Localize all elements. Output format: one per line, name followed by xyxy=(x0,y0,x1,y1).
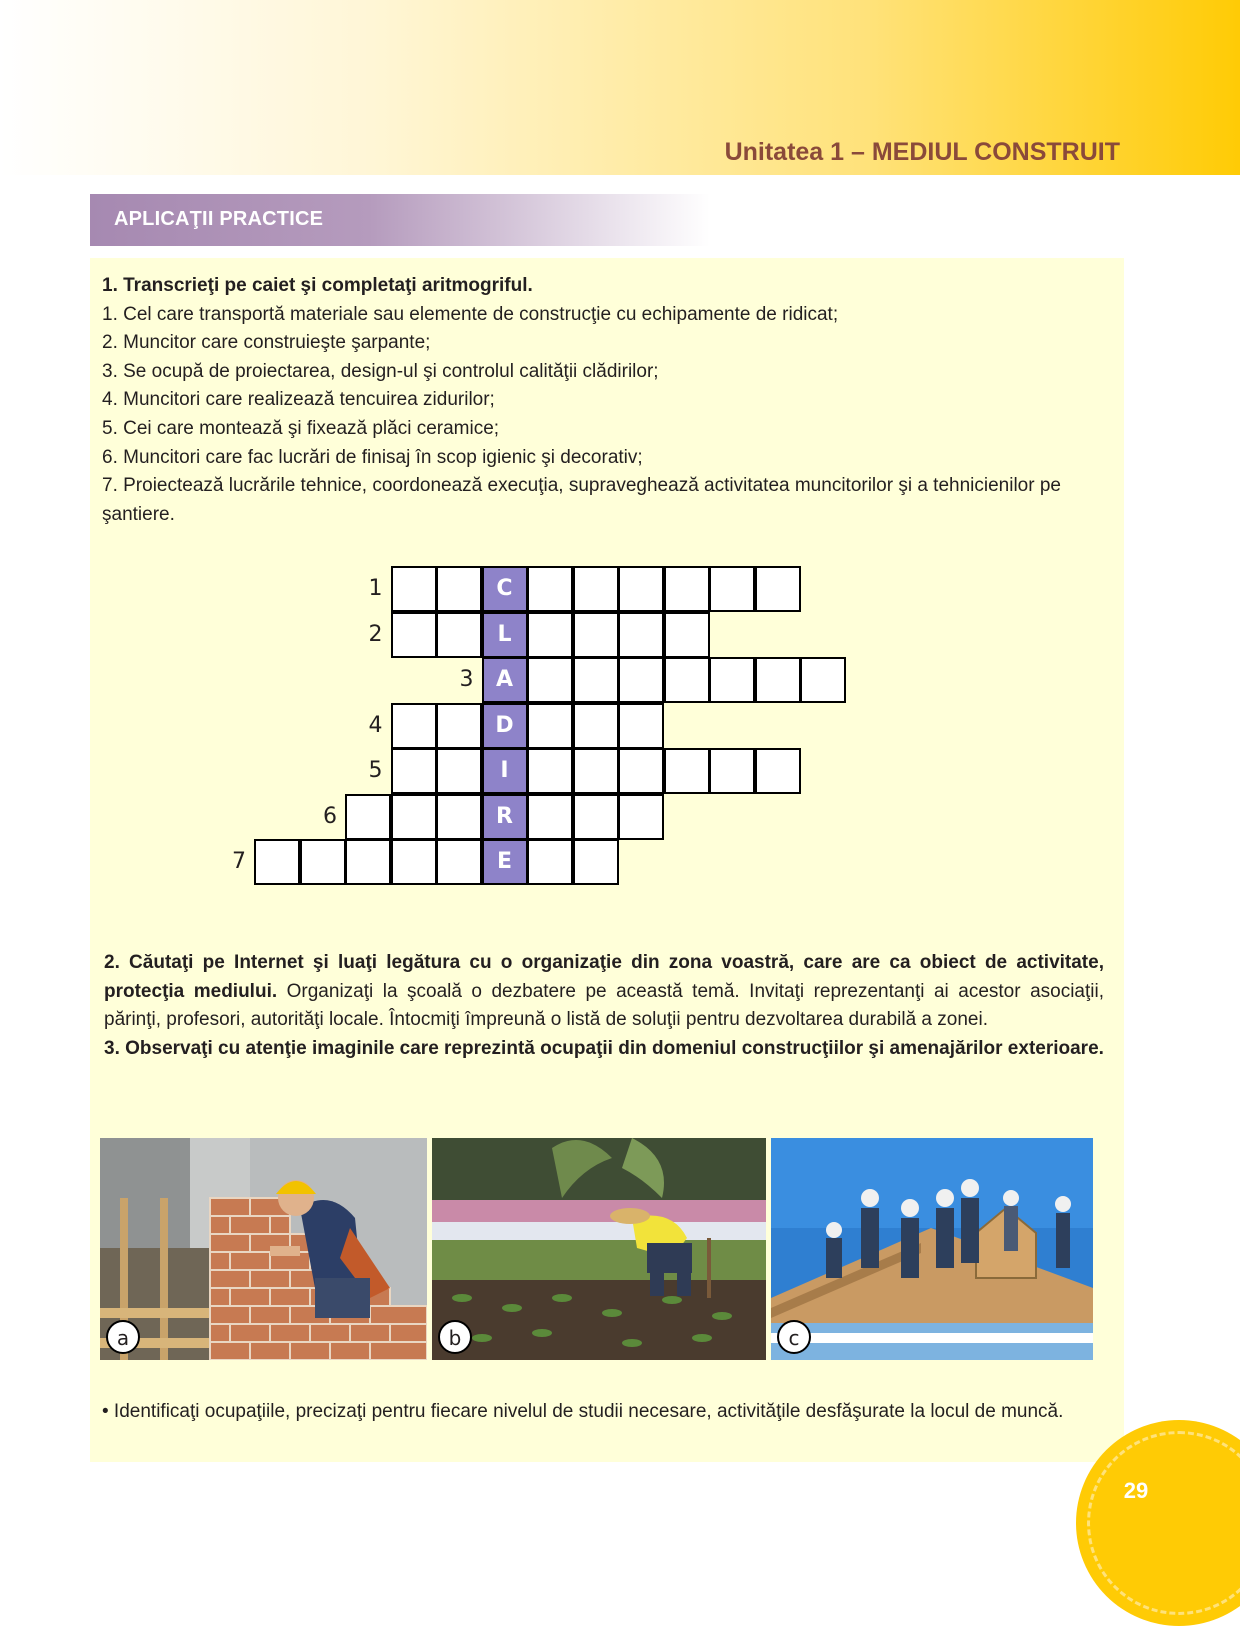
crossword-cell[interactable] xyxy=(709,748,755,794)
section-title: APLICAŢII PRACTICE xyxy=(114,208,324,230)
exercise-2-heading: 2. Căutaţi pe Internet şi luaţi legătura cu o organizaţie din zona voastră, care are ca obiect de activitate, protecţia mediului. xyxy=(104,952,1104,1002)
crossword-key-cell: A xyxy=(482,657,528,703)
exercise-1 xyxy=(102,272,1102,529)
exercise-2 xyxy=(104,949,1104,1063)
crossword-cell[interactable] xyxy=(527,748,573,794)
crossword-key-cell: L xyxy=(482,612,528,658)
crossword-key-cell: I xyxy=(482,748,528,794)
crossword-cell[interactable] xyxy=(527,566,573,612)
photo-a xyxy=(100,1138,427,1360)
photo-c-label: c xyxy=(777,1320,811,1354)
photo-a-label: a xyxy=(106,1320,140,1354)
crossword-cell[interactable] xyxy=(755,748,801,794)
crossword-row-number: 5 xyxy=(368,758,383,783)
crossword-cell[interactable] xyxy=(755,566,801,612)
clue-6: 6. Muncitori care fac lucrări de finisaj în scop igienic şi decorativ; xyxy=(102,446,643,468)
crossword-cell[interactable] xyxy=(618,612,664,658)
roofers-photo xyxy=(771,1138,1093,1360)
crossword-row-number: 2 xyxy=(368,621,383,647)
crossword-cell[interactable] xyxy=(436,748,482,794)
crossword-cell[interactable] xyxy=(436,703,482,749)
crossword-cell[interactable] xyxy=(618,794,664,840)
crossword-key-cell: E xyxy=(482,839,528,885)
crossword-cell[interactable] xyxy=(436,566,482,612)
crossword-cell[interactable] xyxy=(300,839,346,885)
crossword-row-number: 3 xyxy=(459,667,474,692)
crossword-cell[interactable] xyxy=(345,839,391,885)
crossword-cell[interactable] xyxy=(573,566,619,612)
crossword-cell[interactable] xyxy=(618,748,664,794)
unit-title: Unitatea 1 – MEDIUL CONSTRUIT xyxy=(724,138,1120,166)
crossword-cell[interactable] xyxy=(391,748,437,794)
crossword-cell[interactable] xyxy=(527,839,573,885)
crossword-row-number: 4 xyxy=(368,712,383,738)
crossword-cell[interactable] xyxy=(391,566,437,612)
crossword-cell[interactable] xyxy=(573,748,619,794)
crossword-row-number: 7 xyxy=(232,849,246,874)
crossword-cell[interactable] xyxy=(573,839,619,885)
section-header xyxy=(90,194,710,246)
crossword-cell[interactable] xyxy=(391,612,437,658)
bricklayer-photo xyxy=(100,1138,427,1360)
crossword-cell[interactable] xyxy=(709,566,755,612)
crossword-cell[interactable] xyxy=(664,657,710,703)
crossword-cell[interactable] xyxy=(573,612,619,658)
crossword-cell[interactable] xyxy=(618,703,664,749)
content-panel xyxy=(90,258,1124,1462)
crossword-cell[interactable] xyxy=(527,657,573,703)
crossword-cell[interactable] xyxy=(573,703,619,749)
exercise-3-heading: 3. Observaţi cu atenţie imaginile care reprezintă ocupaţii din domeniul construcţiilor şi amenajărilor exterioare. xyxy=(104,1037,1104,1059)
crossword-cell[interactable] xyxy=(436,612,482,658)
crossword-cell[interactable] xyxy=(436,794,482,840)
crossword-cell[interactable] xyxy=(664,612,710,658)
gardener-photo xyxy=(432,1138,766,1360)
crossword-key-cell: D xyxy=(482,703,528,749)
crossword-cell[interactable] xyxy=(254,839,300,885)
clue-4: 4. Muncitori care realizează tencuirea zidurilor; xyxy=(102,389,495,411)
crossword-cell[interactable] xyxy=(527,612,573,658)
page-number: 29 xyxy=(1123,1478,1149,1503)
clue-7: 7. Proiectează lucrările tehnice, coordonează execuţia, supraveghează activitatea muncitorilor şi a tehnicienilor pe şantiere. xyxy=(102,475,1061,525)
crossword-cell[interactable] xyxy=(664,566,710,612)
identification-task: • Identificaţi ocupaţiile, precizaţi pentru fiecare nivelul de studii necesare, activităţile desfăşurate la locul de muncă. xyxy=(102,1401,1064,1422)
crossword-cell[interactable] xyxy=(527,794,573,840)
crossword-cell[interactable] xyxy=(391,839,437,885)
crossword-cell[interactable] xyxy=(436,839,482,885)
exercise-1-heading: 1. Transcrieţi pe caiet şi completaţi aritmogriful. xyxy=(102,275,533,296)
crossword-cell[interactable] xyxy=(709,657,755,703)
photo-c xyxy=(771,1138,1093,1360)
crossword-cell[interactable] xyxy=(391,703,437,749)
photo-b-label: b xyxy=(438,1320,472,1354)
photo-b xyxy=(432,1138,766,1360)
crossword-row-number: 1 xyxy=(368,576,383,601)
crossword-cell[interactable] xyxy=(527,703,573,749)
crossword-key-cell: R xyxy=(482,794,528,840)
crossword-cell[interactable] xyxy=(345,794,391,840)
crossword-cell[interactable] xyxy=(618,566,664,612)
crossword-cell[interactable] xyxy=(573,657,619,703)
crossword-row-number: 6 xyxy=(323,803,337,829)
clue-1: 1. Cel care transportă materiale sau elemente de construcţie cu echipamente de ridicat; xyxy=(102,303,839,325)
clue-3: 3. Se ocupă de proiectarea, design-ul şi controlul calităţii clădirilor; xyxy=(102,360,659,382)
crossword-cell[interactable] xyxy=(664,748,710,794)
clue-2: 2. Muncitor care construieşte şarpante; xyxy=(102,332,431,354)
crossword-key-cell: C xyxy=(482,566,528,612)
crossword-cell[interactable] xyxy=(755,657,801,703)
crossword-cell[interactable] xyxy=(573,794,619,840)
exercise-2-body: Organizaţi la şcoală o dezbatere pe această temă. Invitaţi reprezentanţi ai acestor asociaţii, părinţi, profesori, autorităţi locale. Întocmiţi împreună o listă de soluţii pentru dezvoltarea durabilă a zonei. xyxy=(104,980,1104,1031)
crossword-cell[interactable] xyxy=(800,657,846,703)
clue-5: 5. Cei care montează şi fixează plăci ceramice; xyxy=(102,417,500,439)
crossword-cell[interactable] xyxy=(618,657,664,703)
crossword-cell[interactable] xyxy=(391,794,437,840)
